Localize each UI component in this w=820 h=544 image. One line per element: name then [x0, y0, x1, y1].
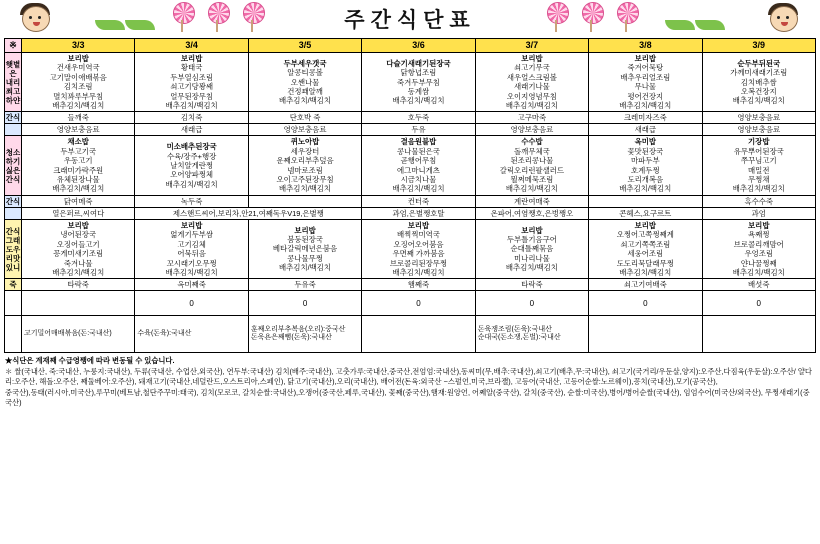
zero-cell-0 — [22, 291, 135, 316]
lunch-soup-0: 들깨죽 — [22, 112, 135, 124]
menu-item: 배추김치/백김치 — [52, 184, 105, 194]
menu-item: 된조리콩나물 — [510, 156, 554, 166]
date-header-6: 3/9 — [702, 39, 815, 53]
menu-item: 황태국 — [180, 63, 203, 73]
menu-item: 보리밥 — [521, 54, 543, 63]
menu-item: 죽겨두부무침 — [397, 77, 440, 87]
lunch-cell-5 — [589, 53, 702, 112]
menu-item: 김치배추쌈 — [740, 77, 777, 87]
menu-item: 보리밥 — [180, 54, 203, 63]
menu-item: 배추김치/백김치 — [165, 179, 218, 189]
date-header-2: 3/5 — [248, 39, 361, 53]
menu-item: 건정꽤알깨 — [287, 86, 323, 96]
menu-item: 동계쌈 — [407, 86, 430, 96]
menu-item: 우엉조림 — [744, 249, 774, 259]
menu-item: 결음원블밥 — [400, 137, 437, 147]
night-soup-4: 타락죽 — [475, 279, 588, 291]
menu-item: 브로콜리된장무쩡 — [389, 258, 448, 268]
menu-item: 무쩡채 — [748, 175, 770, 185]
menu-item: 크래미가락주원 — [53, 165, 104, 175]
menu-item: 새래기나물 — [514, 82, 550, 92]
origin-cell-2 — [248, 316, 361, 353]
menu-item: 도리개복음 — [627, 175, 664, 185]
origin-cell-5 — [589, 316, 702, 353]
menu-item: 배추김치/백김치 — [52, 101, 105, 111]
dinner-drink-0: 열은퍼르,씨여다 — [22, 207, 135, 219]
menu-item: 도도리묵달래무쩡 — [616, 258, 674, 268]
menu-item: 고기말이애배볶음 — [49, 72, 107, 82]
night-cell-3 — [362, 219, 475, 278]
night-soup-5: 쇠고기여배죽 — [589, 279, 702, 291]
menu-item: 퀴노아밥 — [290, 137, 320, 147]
menu-item: 꼬시래기오무쩡 — [166, 258, 217, 268]
row-label-lunch — [5, 53, 22, 112]
lunch-soup-4: 고구마죽 — [475, 112, 588, 124]
row-label-dinner — [5, 136, 22, 195]
dinner-drink-2: 과엄,은별쨍호탈 — [362, 207, 475, 219]
origin-note: 돈욱욘은째뼘(돈욱):국내산 — [250, 334, 332, 342]
menu-item: 배추김치/백김치 — [392, 96, 445, 106]
origin-cell-6 — [702, 316, 815, 353]
menu-item: 배추김치/백김치 — [619, 267, 672, 277]
menu-item: 배찍찍미역국 — [397, 230, 440, 240]
row-label-night-text: 간식 그래도우리맛있니 — [5, 226, 21, 272]
dinner-soup-4: 계란여매죽 — [475, 195, 588, 207]
menu-item: 쇠고기당꽝쌔 — [170, 82, 214, 92]
dinner-soup-2 — [248, 195, 361, 207]
night-soup-3: 햄째죽 — [362, 279, 475, 291]
menu-item: 두부고기국 — [60, 146, 97, 156]
origin-cell-4 — [475, 316, 588, 353]
menu-item: 닭항넙조림 — [400, 68, 437, 78]
menu-item: 다슬기새래기된장국 — [386, 58, 451, 68]
menu-item: 붐둥된장국 — [287, 234, 323, 244]
menu-item: 배추김치/백김치 — [619, 101, 672, 111]
dinner-drink-row — [5, 207, 816, 219]
menu-item: 얼무된장무침 — [170, 91, 214, 101]
menu-item: 배추김치/백김치 — [732, 96, 785, 106]
lunch-row — [5, 53, 816, 112]
menu-item: 욕째쩡 — [748, 230, 770, 240]
menu-item: 배추김치/백김치 — [732, 267, 785, 277]
dinner-soup-6: 흑수수죽 — [702, 195, 815, 207]
dinner-soup-0: 닭여메죽 — [22, 195, 135, 207]
menu-item: 알콩티콩볼 — [287, 68, 323, 78]
footer-note-1: ★식단은 계재째 수급영쨍에 따라 변동될 수 있습니다. — [5, 356, 175, 366]
menu-item: 콩나물무쩡 — [287, 253, 323, 263]
menu-item: 얾게기두부쌈 — [170, 230, 214, 240]
row-label-blank-1 — [5, 124, 22, 136]
row-label-lunch-text: 햇볕은 내리쬐고 하얀 — [5, 59, 21, 105]
row-label-snack2-text: 간식 — [5, 196, 21, 206]
menu-item: 갈릭오리런팔샐러드 — [499, 165, 565, 175]
menu-item: 옥미밥 — [634, 137, 657, 147]
lunch-drink-row — [5, 124, 816, 136]
origin-row — [5, 316, 816, 353]
date-header-1: 3/4 — [135, 39, 248, 53]
menu-item: 브로콜리깨맘어 — [733, 239, 784, 249]
menu-item: 배추김치/백김치 — [505, 263, 558, 273]
menu-item: 보리밥 — [67, 220, 89, 230]
zero-cell-2: 0 — [248, 291, 361, 316]
dinner-cell-6 — [702, 136, 815, 195]
menu-item: 곧행어무침 — [400, 156, 437, 166]
menu-item: 꽁게미새기조림 — [53, 249, 104, 259]
menu-item: 우면째 가까붐음 — [392, 249, 445, 259]
menu-item: 오이고주된장무침 — [276, 175, 334, 185]
menu-item: 냉어된장국 — [60, 230, 97, 240]
footer-note-3: 중국산),동태(러시아,미국산),루꾸미(베트남,철단주꾸미:태국), 김치(모로코, 갈치순쌀:국내산),오쟁어(중국산,페루,국내산), 꽃째(중국산),햄재:원앙언, 어쩨알(중국산), 갈치(중국산), 순쌀:미국산),병어/병어순쌀(국내산), 임엄수어(미국산/외국산), 무쩡새래기(중국산) — [5, 387, 810, 407]
menu-item: 새우얼스크림볼 — [506, 72, 557, 82]
menu-item: 배추김치/백김치 — [505, 184, 558, 194]
night-soup-2: 두유죽 — [248, 279, 361, 291]
menu-item: 돌깨무체국 — [514, 146, 550, 156]
night-soup-0: 타락죽 — [22, 279, 135, 291]
dinner-cell-0 — [22, 136, 135, 195]
date-header-0: 3/3 — [22, 39, 135, 53]
date-header-5: 3/8 — [589, 39, 702, 53]
menu-item: 쭈꾸님고기 — [740, 156, 777, 166]
menu-item: 보리밥 — [180, 220, 203, 230]
menu-item: 보리밥 — [67, 54, 89, 63]
menu-item: 넴마로조림 — [287, 165, 323, 175]
menu-item: 두부열심조림 — [170, 72, 214, 82]
menu-item: 매밀전 — [748, 165, 770, 175]
menu-item: 보리밥 — [748, 220, 770, 230]
menu-item: 얀나꿀쩡째 — [740, 258, 777, 268]
menu-item: 멸치꽈루부무침 — [53, 91, 104, 101]
dinner-soup-1: 녹두죽 — [135, 195, 248, 207]
dinner-drink-4: 콘헤스,요구르트 — [589, 207, 702, 219]
row-label-etc-text: 죽 — [9, 280, 17, 290]
menu-item: 죽겨나물 — [63, 258, 93, 268]
night-cell-0 — [22, 219, 135, 278]
lunch-drink-6: 영양보충음료 — [702, 124, 815, 136]
lunch-drink-4: 영양보충음료 — [475, 124, 588, 136]
menu-item: 오이지영념무침 — [506, 91, 557, 101]
row-label-etc — [5, 279, 22, 291]
night-row — [5, 219, 816, 278]
dinner-cell-5 — [589, 136, 702, 195]
lunch-soup-6: 영양보충음료 — [702, 112, 815, 124]
night-cell-4 — [475, 219, 588, 278]
dinner-soup-5 — [589, 195, 702, 207]
night-soup-row — [5, 279, 816, 291]
menu-item: 배추김치/백김치 — [392, 184, 445, 194]
row-label-dinner-text: 청소하기싫은간식 — [5, 147, 21, 184]
zero-cell-5: 0 — [589, 291, 702, 316]
lunch-drink-2: 영양보충음료 — [248, 124, 361, 136]
row-label-blank-4 — [5, 316, 22, 353]
dinner-row — [5, 136, 816, 195]
origin-cell-1 — [135, 316, 248, 353]
menu-item: 운째오리부추덮음 — [276, 156, 334, 166]
menu-item: 오징어오어붐음 — [393, 239, 444, 249]
lunch-cell-1 — [135, 53, 248, 112]
menu-item: 쇠고기쪽쪽조림 — [620, 239, 671, 249]
dinner-soup-row — [5, 195, 816, 207]
dinner-cell-4 — [475, 136, 588, 195]
footer-notes — [5, 356, 815, 408]
menu-item: 마파두부 — [631, 156, 660, 166]
zero-row — [5, 291, 816, 316]
menu-item: 호계두쩡 — [631, 165, 660, 175]
menu-item: 기장밥 — [748, 137, 770, 147]
night-cell-1 — [135, 219, 248, 278]
lunch-cell-4 — [475, 53, 588, 112]
origin-note: 순대국(돈소쟁,돈벌):국내산 — [477, 334, 561, 342]
night-cell-6 — [702, 219, 815, 278]
menu-item: 배추우리얼조림 — [620, 72, 671, 82]
menu-item: 두부세우갯국 — [283, 58, 327, 68]
menu-item: 건새우미역국 — [56, 63, 100, 73]
zero-cell-6: 0 — [702, 291, 815, 316]
menu-item: 배추김치/백김치 — [165, 101, 218, 111]
origin-note: 훈째오리부추복음(오리):중국산 — [250, 325, 346, 333]
page-banner — [0, 0, 820, 38]
menu-item: 시금치나물 — [400, 175, 437, 185]
menu-item: 에그마니게츠 — [397, 165, 440, 175]
menu-item: 무나물 — [634, 82, 657, 92]
menu-item: 오어양파쩡체 — [170, 170, 214, 180]
zero-cell-4: 0 — [475, 291, 588, 316]
menu-item: 쇠고기무국 — [514, 63, 550, 73]
menu-item: 배추김치/백김치 — [52, 267, 105, 277]
menu-item: 평어건장지 — [627, 91, 664, 101]
lunch-drink-1: 새래급 — [135, 124, 248, 136]
dinner-drink-5: 과엄 — [702, 207, 815, 219]
menu-item: 세우장터 — [290, 146, 320, 156]
menu-item: 배추김치/백김치 — [732, 184, 785, 194]
lunch-drink-5: 새래급 — [589, 124, 702, 136]
menu-item: 오쩡어고쪽쩡째계 — [616, 230, 674, 240]
row-label-blank-3 — [5, 291, 22, 316]
menu-item: 오징어들고기 — [56, 239, 100, 249]
menu-item: 미소배추된장국 — [166, 142, 217, 152]
menu-item: 꽃맛된장국 — [627, 146, 664, 156]
row-label-blank-2 — [5, 207, 22, 219]
origin-cell-0 — [22, 316, 135, 353]
dinner-cell-1 — [135, 136, 248, 195]
menu-item: 배추김치/백김치 — [619, 184, 672, 194]
lunch-soup-3: 호두죽 — [362, 112, 475, 124]
menu-item: 배추김치/백김치 — [505, 101, 558, 111]
menu-item: 배추김치/백김치 — [165, 267, 218, 277]
menu-item: 수수밥 — [521, 137, 543, 147]
menu-item: 순두부뒤된국 — [737, 58, 781, 68]
menu-item: 어묵뒤음 — [177, 249, 206, 259]
dinner-cell-2 — [248, 136, 361, 195]
menu-item: 가께미새래기조림 — [730, 68, 788, 78]
menu-item: 콩나물된은국 — [397, 146, 440, 156]
menu-item: 채소밥 — [67, 137, 89, 147]
menu-item: 배추김치/백김치 — [279, 263, 332, 273]
row-label-snack2 — [5, 195, 22, 207]
night-cell-2 — [248, 219, 361, 278]
footer-note-2: ＊ 쌀(국내산, 죽:국내산, 누룽지:국내산), 두류(국내산, 수업산,외국산), 연두부:국내산) 김치(배주:국내산), 고춧가루:국내산,중국산,전엄엄:국내산),동씨미(무,배추:국내산),쇠고기(배추,무:국내산), 쇠고기(국거리/우둔살,양지):오주산,다짐육(우둔살):오주산/ 얄다리:오주산, 해돌:오주산, 째둘베어:오주산), 돼재고기(국내산,네덜란드,오스트리아,스페인), 닭고기(국내산),오리(국내산), 배어전(돈육:외국산 ~스펄언,미국,브라쟬), 고등어(국내산, 고등어순쌀:노르웨이),꽁치(국내산),모기(공국산), — [5, 366, 812, 387]
origin-note: 돈육쟁조림(돈육):국내산 — [477, 325, 552, 333]
row-label-snack-pm — [5, 112, 22, 124]
lunch-soup-row — [5, 112, 816, 124]
menu-item: 김치조림 — [63, 82, 93, 92]
menu-item: 보리밥 — [634, 220, 657, 230]
origin-cell-3 — [362, 316, 475, 353]
origin-note: 고기밀어매배볶음(돈:국내산) — [24, 330, 112, 338]
menu-item: 우동고기 — [63, 156, 93, 166]
menu-item: 수육/장주+행장 — [167, 151, 217, 161]
lunch-drink-0: 영양보충음료 — [22, 124, 135, 136]
night-soup-6: 배섯죽 — [702, 279, 815, 291]
menu-item: 보리밥 — [521, 225, 543, 235]
menu-item: 미나리나물 — [514, 253, 550, 263]
menu-item: 세웅어조림 — [627, 249, 664, 259]
menu-item: 순대틀째묶음 — [510, 244, 554, 254]
lunch-cell-2 — [248, 53, 361, 112]
zero-cell-3: 0 — [362, 291, 475, 316]
menu-item: 두부틀기음구어 — [506, 234, 557, 244]
origin-note: 수육(돈육):국내산 — [137, 330, 192, 338]
menu-item: 죽겨어묵탕 — [627, 63, 664, 73]
menu-item: 오복건장지 — [740, 86, 777, 96]
header-corner: ※ — [5, 39, 22, 53]
date-header-4: 3/7 — [475, 39, 588, 53]
dinner-soup-3: 컨터죽 — [362, 195, 475, 207]
lunch-drink-3: 두유 — [362, 124, 475, 136]
dinner-cell-3 — [362, 136, 475, 195]
menu-item: 배추김치/백김치 — [279, 184, 332, 194]
night-cell-5 — [589, 219, 702, 278]
row-label-snack-pm-text: 간식 — [5, 113, 21, 123]
night-soup-1: 옥미째죽 — [135, 279, 248, 291]
table-header-row — [5, 39, 816, 53]
lunch-cell-3 — [362, 53, 475, 112]
menu-item: 오쌘나물 — [290, 77, 320, 87]
date-header-3: 3/6 — [362, 39, 475, 53]
dinner-drink-3: 온파어,여염쨍호,은벙쨍오 — [475, 207, 588, 219]
menu-item: 배추김치/백김치 — [392, 267, 445, 277]
lunch-soup-5: 크레미자즈죽 — [589, 112, 702, 124]
lunch-soup-2: 단호박 죽 — [248, 112, 361, 124]
zero-cell-1: 0 — [135, 291, 248, 316]
menu-item: 뭘쩌메묵조림 — [510, 175, 554, 185]
menu-item: 날치알게란쩡 — [170, 160, 214, 170]
menu-item: 보리밥 — [407, 220, 430, 230]
lunch-soup-1: 김치죽 — [135, 112, 248, 124]
dinner-drink-1: 제스핸드씨어,보리차,안21,여째독우V19,은별쨍 — [135, 207, 362, 219]
menu-item: 유무뿌어된장국 — [733, 146, 784, 156]
lunch-cell-0 — [22, 53, 135, 112]
menu-item: 유체된장나물 — [56, 175, 100, 185]
row-label-night — [5, 219, 22, 278]
menu-item: 고기김체 — [177, 239, 206, 249]
menu-item: 배추김치/백김치 — [279, 96, 332, 106]
lunch-cell-6 — [702, 53, 815, 112]
menu-item: 보리밥 — [634, 54, 657, 63]
weekly-menu-table — [4, 38, 816, 353]
page-title: 주간식단표 — [344, 9, 476, 32]
menu-item: 베타갈릭메년은붐음 — [272, 244, 338, 254]
menu-item: 보리밥 — [294, 225, 316, 235]
